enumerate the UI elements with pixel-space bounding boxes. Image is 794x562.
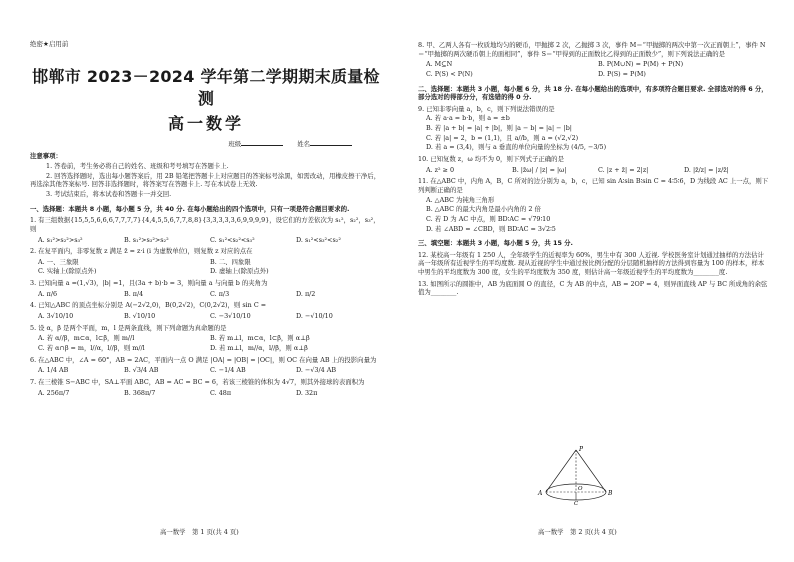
page-footer-left: 高一数学 第 1 页(共 4 页)	[160, 528, 239, 536]
question-stem: 9. 已知非零向量 a，b，c，则下列说法错误的是	[418, 104, 555, 113]
exam-title: 邯郸市 2023－2024 学年第二学期期末质量检测	[32, 67, 380, 108]
option-c: C. 若 |a| = 2，b = (1,1)，且 a//b，则 a = (√2,√2)	[426, 133, 579, 142]
section-two-heading: 二、选择题：本题共 3 小题，每小题 6 分，共 18 分. 在每小题给出的选项中，有多项符合题目要求. 全部选对的得 6 分，部分选对的得部分分，有选错的得 0 分.	[418, 84, 768, 102]
name-label: 姓名	[297, 139, 310, 148]
question-stem: 2. 在复平面内，非零复数 z 满足 z̄ = z·i (i 为虚数单位)，则复数 z 对应的点在	[30, 247, 253, 256]
section-one-heading: 一、选择题：本题共 8 小题，每小题 5 分，共 40 分. 在每小题给出的四个选项中，只有一项是符合题目要求的.	[30, 204, 350, 213]
option-b: B. 二、四象限	[210, 257, 251, 266]
option-a: A. π/6	[38, 289, 58, 298]
option-c: C. 若 D 为 AC 中点，则 BD∶AC = √79∶10	[426, 214, 551, 223]
option-c: C. 48π	[210, 388, 232, 397]
option-c: C. −1/4 AB	[210, 366, 246, 375]
question-8	[418, 41, 770, 79]
question-stem: 4. 已知△ABC 的顶点坐标分别是 A(−2√2,0)，B(0,2√2)，C(0,2√2)，则 sin C =	[30, 301, 267, 310]
option-a: A. s₁²>s₂²>s₃²	[38, 235, 83, 244]
question-5	[30, 324, 382, 353]
option-d: D. −√3/4 AB	[296, 366, 337, 375]
option-c: C. 若 α∩β = m，l//α，l//β，则 m//l	[38, 343, 145, 352]
options	[426, 196, 770, 234]
option-c: C. s₁²<s₂²<s₃²	[210, 235, 255, 244]
option-b: B. s₁²>s₃²>s₂²	[124, 235, 169, 244]
option-d: D. s₁²<s₃²<s₂²	[296, 235, 341, 244]
option-a: A. 1/4 AB	[38, 366, 69, 375]
option-a: A. 256π/7	[38, 388, 70, 397]
option-c: C. P(S) < P(N)	[426, 69, 473, 78]
option-b: B. |z̄ω| / |z| = |ω|	[512, 165, 567, 174]
option-b: B. √3/4 AB	[124, 366, 159, 375]
options	[38, 366, 382, 375]
notice-title: 注意事项：	[30, 152, 62, 161]
cone-figure	[536, 440, 616, 505]
question-stem: 5. 设 α，β 是两个平面，m，l 是两条直线，则下列命题为真命题的是	[30, 323, 227, 332]
class-label: 班级	[228, 139, 242, 148]
right-column	[418, 38, 770, 297]
option-a: A. △ABC 为钝角三角形	[426, 195, 495, 204]
option-c: C. π/3	[210, 289, 230, 298]
question-stem: 10. 已知复数 z，ω 均不为 0，则下列式子正确的是	[418, 155, 564, 164]
options	[426, 59, 770, 78]
label-c: C	[574, 501, 579, 505]
option-b: B. P(M∪N) = P(M) + P(N)	[598, 60, 684, 69]
option-b: B. π/4	[124, 289, 144, 298]
option-d: D. 若 ∠ABD = ∠CBD，则 BD∶AC = 3√2∶5	[426, 224, 556, 233]
option-a: A. 一、三象限	[38, 257, 79, 266]
name-blank[interactable]	[310, 139, 352, 146]
option-a: A. 若 α//β，m⊂α，l⊂β，则 m//l	[38, 334, 135, 343]
options	[38, 333, 382, 352]
option-d: D. 虚轴上(除原点外)	[210, 267, 269, 276]
option-d: D. 32π	[296, 388, 318, 397]
label-p: P	[579, 446, 584, 453]
question-2	[30, 247, 382, 276]
question-3	[30, 279, 382, 298]
option-a: A. 3√10/10	[38, 312, 74, 321]
question-13: 13. 如图所示的圆锥中，AB 为底面圆 O 的直径，C 为 AB 的中点，AB = 2OP = 4，则异面直线 AP 与 BC 所成角的余弦值为________.	[418, 279, 768, 297]
exam-subject: 高一数学	[167, 114, 244, 134]
notice-item: 2. 回答选择题时，选出每小题答案后，用 2B 铅笔把答题卡上对应题目的答案标号涂黑，如需改动，用橡皮擦干净后，再选涂其他答案标号. 回答非选择题时，将答案写在答题卡上. 写在本试卷上无效.	[30, 171, 381, 189]
option-c: C. |z + z̄| = 2|z|	[598, 165, 649, 174]
class-blank[interactable]	[241, 139, 283, 146]
option-c: C. 实轴上(除原点外)	[38, 267, 97, 276]
option-b: B. √10/10	[124, 312, 156, 321]
option-d: D. 若 m⊥l，m//α，l//β，则 α⊥β	[210, 343, 308, 352]
option-a: A. z² ≥ 0	[426, 165, 455, 174]
option-d: D. P(S) = P(M)	[598, 69, 646, 78]
option-b: B. 若 m⊥l，m⊂α，l⊂β，则 α⊥β	[210, 334, 310, 343]
question-stem: 8. 甲、乙两人各有一枚质地均匀的硬币，甲抛掷 2 次，乙抛掷 3 次，事件 M＝“甲抛掷的两次中第一次正面朝上”，事件 N＝“甲抛掷的两次硬币朝上的面相同”，事件 S＝“甲得到的正面数比乙得到的正面数少”，则下列说法正确的是	[418, 41, 766, 58]
question-6	[30, 356, 382, 375]
section-three-heading: 三、填空题：本题共 3 小题，每小题 5 分，共 15 分.	[418, 239, 573, 248]
question-9	[418, 105, 770, 152]
cone-edge-left	[546, 450, 576, 492]
question-stem: 11. 在△ABC 中，内角 A，B，C 所对的边分别为 a，b，c，已知 sin A∶sin B∶sin C = 4∶5∶6，D 为线段 AC 上一点，则下列判断正确的是	[418, 177, 769, 194]
question-stem: 1. 有三组数据{15,5,5,6,6,6,7,7,7,7}{4,4,5,5,6,7,7,8,8}{3,3,3,3,3,6,9,9,9,9}，设它们的方差依次为 s₁²，s₂²，s₃²，则	[30, 216, 380, 233]
option-d: D. |z̄/z| = |z/z̄|	[684, 165, 729, 174]
option-a: A. M⊆N	[426, 60, 453, 69]
question-stem: 6. 在△ABC 中，∠A = 60°，AB = 2AC，平面内一点 O 满足 |OA| = |OB| = |OC|，则 OC 在向量 AB 上的投影向量为	[30, 355, 377, 364]
question-stem: 7. 在三棱锥 S−ABC 中，SA⊥平面 ABC，AB = AC = BC = 6，若该三棱锥的体积为 4√7，则其外接球的表面积为	[30, 377, 365, 386]
label-o: O	[578, 486, 583, 492]
notice-item: 1. 答卷前，考生务必将自己的姓名、班级和考号填写在答题卡上.	[46, 162, 229, 171]
options	[38, 236, 382, 245]
options	[38, 257, 382, 276]
options	[426, 166, 770, 175]
question-11	[418, 177, 770, 233]
question-stem: 3. 已知向量 a =(1,√3)，|b| =1，且(3a + b)·b = 3，则向量 a 与向量 b 的夹角为	[30, 279, 268, 288]
question-7	[30, 378, 382, 397]
option-d: D. 若 a = (3,4)，则与 a 垂直的单位向量的坐标为 (4/5, −3/5)	[426, 143, 607, 152]
option-c: C. −3√10/10	[210, 312, 251, 321]
student-info	[30, 139, 364, 149]
question-4	[30, 301, 382, 320]
question-12: 12. 某校高一年级有 1 250 人，全年级学生的近视率为 60%，男生中有 300 人近视. 学校医务室计划通过抽样的方法估计高一年级所有近视学生的平均度数. 现从近视的学生中通过按比例分配的分层随机抽样的方法得到容量为 100 的样本，样本中男生的平均度数为 300 度，女生的平均度数为 350 度，则估计高一年级近视学生的平均度数为________度.	[418, 250, 765, 277]
label-b: B	[608, 490, 613, 497]
options	[38, 389, 382, 398]
options	[38, 290, 382, 299]
options	[38, 312, 382, 321]
label-a: A	[538, 490, 543, 497]
option-b: B. 若 |a + b| = |a| + |b|，则 |a − b| = |a| − |b|	[426, 124, 572, 133]
option-b: B. 368π/7	[124, 388, 156, 397]
page-footer-right: 高一数学 第 2 页(共 4 页)	[538, 528, 617, 536]
question-1	[30, 216, 382, 244]
option-d: D. π/2	[296, 289, 316, 298]
question-10	[418, 155, 770, 174]
option-b: B. △ABC 的最大内角是最小内角的 2 倍	[426, 205, 541, 214]
notice-item: 3. 考试结束后，将本试卷和答题卡一并交回.	[46, 189, 172, 198]
secret-mark: 绝密★启用前	[30, 40, 69, 48]
option-d: D. −√10/10	[296, 312, 333, 321]
option-a: A. 若 a·a = b·b，则 a = ±b	[426, 114, 510, 123]
left-column	[30, 36, 382, 397]
options	[426, 114, 770, 152]
